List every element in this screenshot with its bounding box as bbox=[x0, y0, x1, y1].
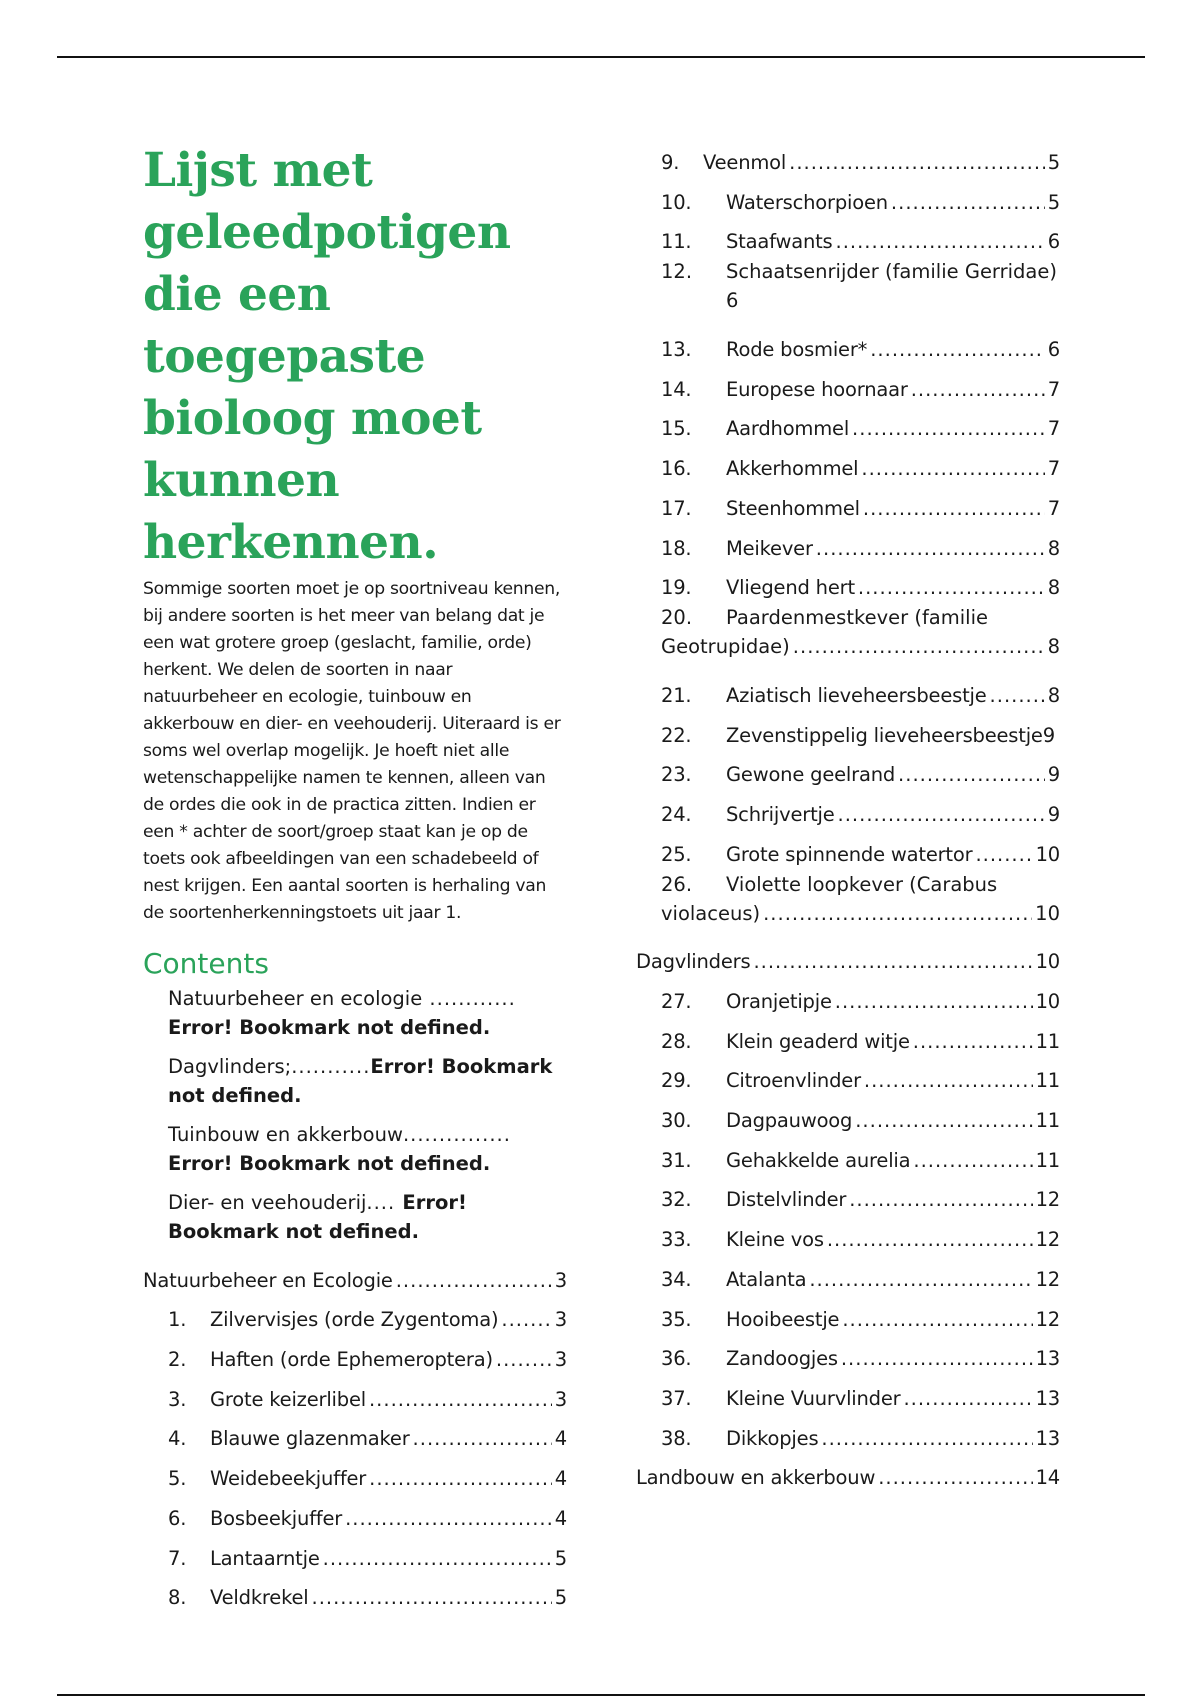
toc-item[interactable]: 12. Schaatsenrijder (familie Gerridae) 6 bbox=[661, 260, 1057, 313]
footer-rule bbox=[57, 1694, 1145, 1696]
toc-item[interactable]: 6. Bosbeekjuffer ..... 4 bbox=[143, 1494, 567, 1534]
toc-item[interactable]: 24. Schrijvertje ..... 9 bbox=[636, 790, 1060, 830]
toc-item[interactable]: 38. Dikkopjes ..... 13 bbox=[636, 1414, 1060, 1454]
toc-item[interactable]: 37. Kleine Vuurvlinder ..... 13 bbox=[636, 1374, 1060, 1414]
toc-error-entry[interactable]: Dier- en veehouderij.... Error! Bookmark not defined. bbox=[168, 1191, 467, 1243]
toc-item[interactable]: 1. Zilvervisjes (orde Zygentoma) ..... 3 bbox=[143, 1296, 567, 1336]
toc-item[interactable]: 4. Blauwe glazenmaker ..... 4 bbox=[143, 1415, 567, 1455]
toc-item[interactable]: 31. Gehakkelde aurelia ..... 11 bbox=[636, 1136, 1060, 1176]
toc-error-entry[interactable]: Dagvlinders;...........Error! Bookmark not defined. bbox=[168, 1055, 553, 1107]
toc-item[interactable]: 22. Zevenstippelig lieveheersbeestje 9 bbox=[661, 723, 1055, 747]
toc-item[interactable]: 36. Zandoogjes ..... 13 bbox=[636, 1335, 1060, 1375]
toc-item[interactable]: 21. Aziatisch lieveheersbeestje ..... 8 bbox=[636, 671, 1060, 711]
page-title: Lijst met geleedpotigen die een toegepaste bioloog moet kunnen herkennen. bbox=[143, 143, 511, 570]
toc-list-left bbox=[143, 1296, 567, 1614]
right-column bbox=[636, 140, 1060, 1493]
toc-item[interactable]: 3. Grote keizerlibel ..... 3 bbox=[143, 1375, 567, 1415]
intro-paragraph: Sommige soorten moet je op soortniveau kennen, bij andere soorten is het meer van belang dat je een wat grotere groep (geslacht, familie, orde) herkent. We delen de soorten in naar natuurbeheer en ecologie, tuinbouw en akkerbouw en dier- en veehouderij. Uiteraard is er soms wel overlap mogelijk. Je hoeft niet alle wetenschappelijke namen te kennen, alleen van de ordes die ook in de practica zitten. Indien er een * achter de soort/groep staat kan je op de toets ook afbeeldingen van een schadebeeld of nest krijgen. Een aantal soorten is herhaling van de soortenherkenningstoets uit jaar 1. bbox=[143, 579, 561, 923]
toc-item[interactable]: 25. Grote spinnende watertor ..... 10 bbox=[636, 830, 1060, 870]
toc-item[interactable]: 15. Aardhommel ..... 7 bbox=[636, 405, 1060, 445]
toc-error-entry[interactable]: Natuurbeheer en ecologie ............ Error! Bookmark not defined. bbox=[168, 987, 516, 1039]
toc-item[interactable]: 35. Hooibeestje ..... 12 bbox=[636, 1295, 1060, 1335]
toc-item[interactable]: 29. Citroenvlinder ..... 11 bbox=[636, 1057, 1060, 1097]
toc-section-dagvlinders[interactable]: Dagvlinders ..... 10 bbox=[636, 938, 1060, 978]
toc-item[interactable]: 33. Kleine vos ..... 12 bbox=[636, 1215, 1060, 1255]
header-rule bbox=[57, 56, 1145, 58]
leader-dots bbox=[396, 1266, 552, 1296]
toc-item[interactable]: 26. Violette loopkever (Carabus violaceus) ..... 10 bbox=[636, 870, 1060, 928]
toc-section-landbouw[interactable]: Landbouw en akkerbouw ..... 14 bbox=[636, 1454, 1060, 1494]
left-column bbox=[143, 140, 567, 1613]
toc-item[interactable]: 17. Steenhommel ..... 7 bbox=[636, 484, 1060, 524]
toc-section-natuurbeheer[interactable]: Natuurbeheer en Ecologie ..... 3 bbox=[143, 1256, 567, 1296]
toc-item[interactable]: 11. Staafwants ..... 6 bbox=[636, 218, 1060, 258]
toc-item[interactable]: 18. Meikever ..... 8 bbox=[636, 524, 1060, 564]
toc-item[interactable]: 13. Rode bosmier* ..... 6 bbox=[636, 325, 1060, 365]
toc-item[interactable]: 20. Paardenmestkever (familie Geotrupidae) ..... 8 bbox=[636, 603, 1060, 661]
toc-item[interactable]: 16. Akkerhommel ..... 7 bbox=[636, 444, 1060, 484]
toc-item[interactable]: 9. Veenmol ..... 5 bbox=[636, 140, 1060, 178]
toc-item[interactable]: 28. Klein geaderd witje ..... 11 bbox=[636, 1017, 1060, 1057]
contents-heading: Contents bbox=[143, 947, 269, 980]
toc-item[interactable]: 30. Dagpauwoog ..... 11 bbox=[636, 1096, 1060, 1136]
toc-item[interactable]: 7. Lantaarntje ..... 5 bbox=[143, 1534, 567, 1574]
toc-item[interactable]: 32. Distelvlinder ..... 12 bbox=[636, 1176, 1060, 1216]
toc-item[interactable]: 14. Europese hoornaar ..... 7 bbox=[636, 365, 1060, 405]
toc-item[interactable]: 5. Weidebeekjuffer ..... 4 bbox=[143, 1454, 567, 1494]
toc-error-entry[interactable]: Tuinbouw en akkerbouw............... Error! Bookmark not defined. bbox=[168, 1123, 511, 1175]
toc-item[interactable]: 19. Vliegend hert ..... 8 bbox=[636, 564, 1060, 604]
toc-item[interactable]: 2. Haften (orde Ephemeroptera) ..... 3 bbox=[143, 1335, 567, 1375]
toc-item[interactable]: 10. Waterschorpioen ..... 5 bbox=[636, 178, 1060, 218]
toc-item[interactable]: 23. Gewone geelrand ..... 9 bbox=[636, 751, 1060, 791]
toc-item[interactable]: 34. Atalanta ..... 12 bbox=[636, 1255, 1060, 1295]
toc-item[interactable]: 27. Oranjetipje ..... 10 bbox=[636, 977, 1060, 1017]
toc-item[interactable]: 8. Veldkrekel ..... 5 bbox=[143, 1574, 567, 1614]
